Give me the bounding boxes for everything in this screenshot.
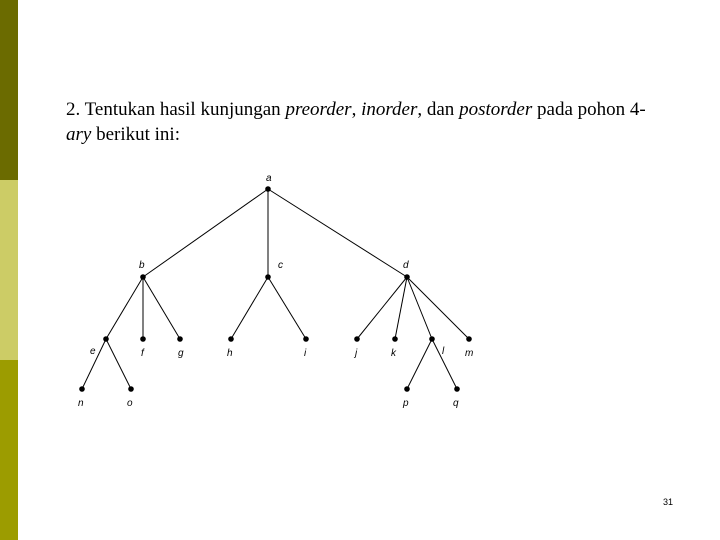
node-n-label: n xyxy=(78,398,84,409)
node-l-dot xyxy=(429,336,435,342)
edge-e-o xyxy=(106,339,131,389)
node-e-dot xyxy=(103,336,109,342)
edge-b-g xyxy=(143,277,180,339)
question-sep-1: , xyxy=(351,99,362,120)
node-a-label: a xyxy=(266,173,272,184)
edge-c-h xyxy=(231,277,268,339)
node-n-dot xyxy=(79,386,85,392)
node-h-dot xyxy=(228,336,234,342)
node-p-dot xyxy=(404,386,410,392)
node-l-label: l xyxy=(442,346,445,357)
node-j-dot xyxy=(354,336,360,342)
node-k-label: k xyxy=(391,348,396,359)
edge-b-e xyxy=(106,277,143,339)
page-number: 31 xyxy=(663,497,674,507)
edge-d-l xyxy=(407,277,432,339)
node-e-label: e xyxy=(90,346,96,357)
term-ary: ary xyxy=(66,124,92,145)
node-d-dot xyxy=(404,274,410,280)
node-k-dot xyxy=(392,336,398,342)
node-g-dot xyxy=(177,336,183,342)
node-m-dot xyxy=(466,336,472,342)
node-h-label: h xyxy=(227,348,233,359)
edge-d-k xyxy=(395,277,407,339)
node-j-label: j xyxy=(355,348,358,359)
node-b-dot xyxy=(140,274,146,280)
term-preorder: preorder xyxy=(285,99,352,120)
question-middle: pada pohon 4- xyxy=(532,99,646,120)
node-d-label: d xyxy=(403,260,409,271)
node-m-label: m xyxy=(465,348,474,359)
node-c-label: c xyxy=(278,260,283,271)
node-o-label: o xyxy=(127,398,133,409)
term-inorder: inorder xyxy=(361,99,418,120)
edge-a-b xyxy=(143,189,268,277)
edge-d-j xyxy=(357,277,407,339)
node-i-dot xyxy=(303,336,309,342)
node-p-label: p xyxy=(403,398,409,409)
node-o-dot xyxy=(128,386,134,392)
edge-l-q xyxy=(432,339,457,389)
node-f-dot xyxy=(140,336,146,342)
edge-l-p xyxy=(407,339,432,389)
term-postorder: postorder xyxy=(459,99,533,120)
node-g-label: g xyxy=(178,348,184,359)
node-q-label: q xyxy=(453,398,459,409)
node-c-dot xyxy=(265,274,271,280)
node-f-label: f xyxy=(141,348,144,359)
edge-c-i xyxy=(268,277,306,339)
edge-d-m xyxy=(407,277,469,339)
question-prefix: 2. Tentukan hasil kunjungan xyxy=(66,99,286,120)
tree-edges xyxy=(82,189,469,389)
node-q-dot xyxy=(454,386,460,392)
question-suffix: berikut ini: xyxy=(91,124,180,145)
node-a-dot xyxy=(265,186,271,192)
node-b-label: b xyxy=(139,260,145,271)
question-sep-2: , dan xyxy=(417,99,460,120)
node-i-label: i xyxy=(304,348,307,359)
tree-nodes xyxy=(78,173,473,409)
edge-a-d xyxy=(268,189,407,277)
